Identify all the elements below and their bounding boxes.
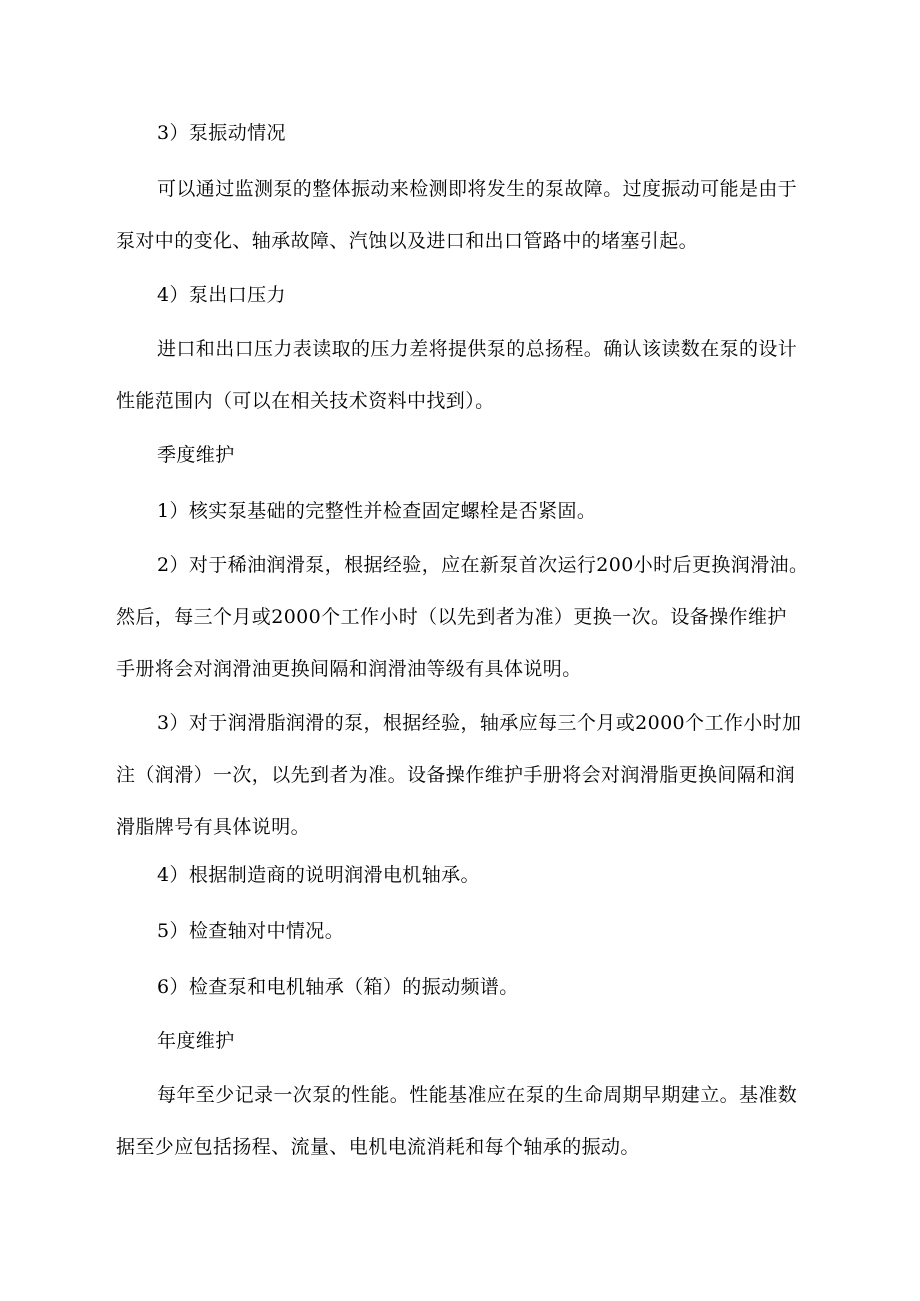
list-item-quarterly-4: [116, 866, 816, 885]
list-item-quarterly-3: [116, 714, 816, 837]
list-item-quarterly-6: [116, 978, 816, 997]
text-line: 泵对中的变化、轴承故障、汽蚀以及进口和出口管路中的堵塞引起。: [116, 230, 699, 252]
text-line: 每年至少记录一次泵的性能。性能基准应在泵的生命周期早期建立。基准数: [157, 1084, 798, 1106]
text-line: 2）对于稀油润滑泵，根据经验，应在新泵首次运行200小时后更换润滑油。: [157, 554, 809, 576]
text-line: 3）对于润滑脂润滑的泵，根据经验，轴承应每三个月或2000个工作小时加: [157, 712, 802, 734]
text-line: 滑脂牌号有具体说明。: [116, 816, 311, 838]
heading-pump-outlet-pressure: [116, 286, 816, 305]
text-line: 6）检查泵和电机轴承（箱）的振动频谱。: [157, 976, 519, 998]
text-line: 年度维护: [157, 1030, 235, 1052]
text-line: 进口和出口压力表读取的压力差将提供泵的总扬程。确认该读数在泵的设计: [157, 338, 798, 360]
list-item-quarterly-1: [116, 502, 816, 521]
text-line: 季度维护: [157, 444, 235, 466]
text-line: 3）泵振动情况: [157, 122, 286, 144]
text-line: 注（润滑）一次，以先到者为准。设备操作维护手册将会对润滑脂更换间隔和润: [116, 764, 796, 786]
text-line: 1）核实泵基础的完整性并检查固定螺栓是否紧固。: [157, 500, 597, 522]
text-line: 5）检查轴对中情况。: [157, 920, 345, 942]
paragraph-annual-performance: [116, 1086, 816, 1157]
text-line: 可以通过监测泵的整体振动来检测即将发生的泵故障。过度振动可能是由于: [157, 178, 798, 200]
text-line: 据至少应包括扬程、流量、电机电流消耗和每个轴承的振动。: [116, 1136, 640, 1158]
list-item-quarterly-2: [116, 556, 816, 679]
paragraph-vibration-monitoring: [116, 180, 816, 251]
text-line: 4）泵出口压力: [157, 284, 286, 306]
list-item-quarterly-5: [116, 922, 816, 941]
heading-annual-maintenance: [116, 1032, 816, 1051]
text-line: 性能范围内（可以在相关技术资料中找到）。: [116, 390, 495, 412]
heading-quarterly-maintenance: [116, 446, 816, 465]
text-line: 然后，每三个月或2000个工作小时（以先到者为准）更换一次。设备操作维护: [116, 606, 787, 628]
heading-pump-vibration: [116, 124, 816, 143]
text-line: 4）根据制造商的说明润滑电机轴承。: [157, 864, 480, 886]
text-line: 手册将会对润滑油更换间隔和润滑油等级有具体说明。: [116, 658, 582, 680]
paragraph-pressure-difference: [116, 340, 816, 411]
